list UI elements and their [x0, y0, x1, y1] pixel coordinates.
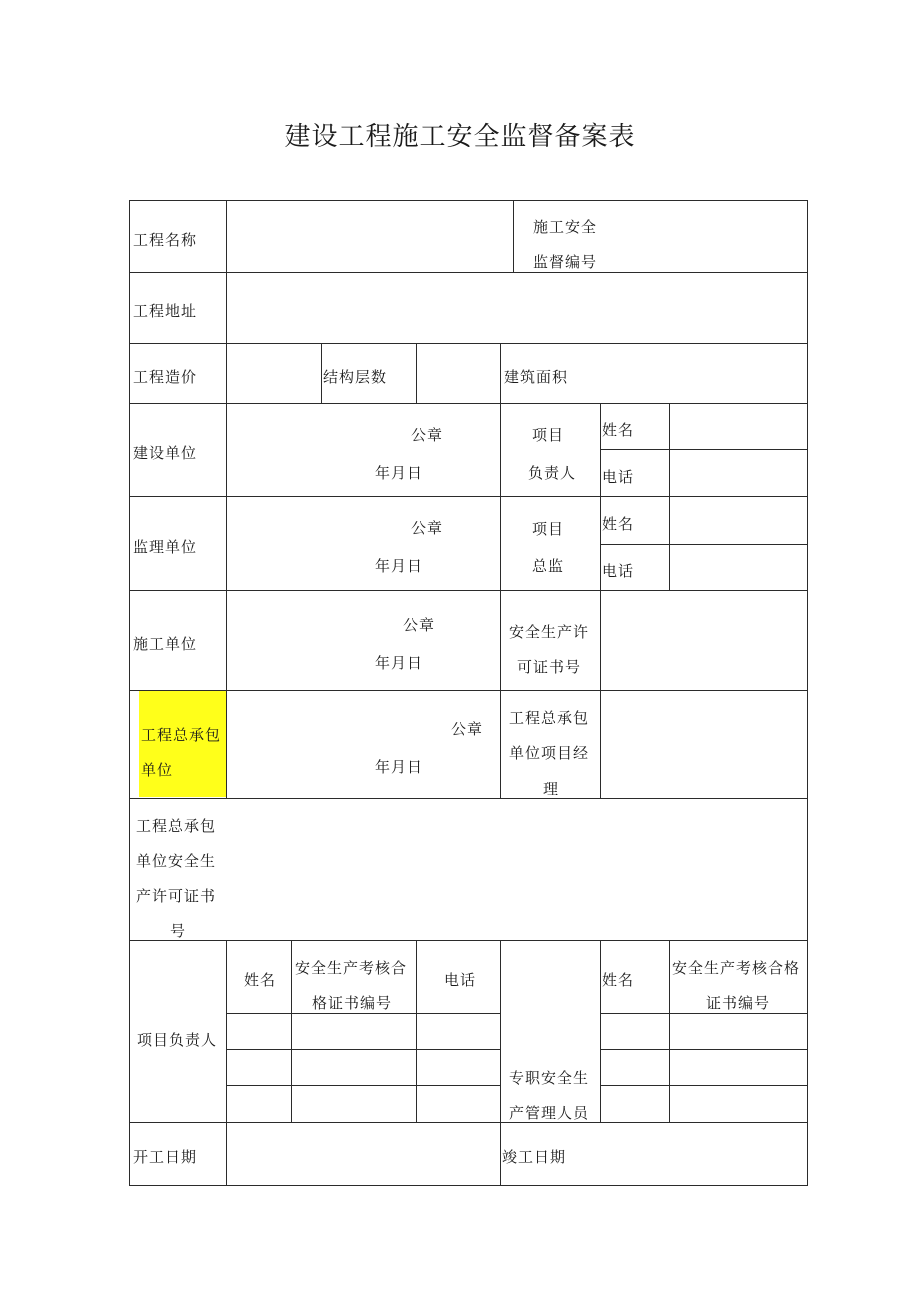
label-name-1: 姓名	[602, 421, 635, 439]
supervisor-name-field[interactable]	[670, 497, 807, 544]
date-gc-unit: 年月日	[375, 758, 424, 776]
start-date-field[interactable]	[227, 1123, 500, 1185]
label-phone-2: 电话	[602, 562, 635, 580]
label-gc-license-line1: 工程总承包	[136, 817, 217, 835]
label-supervision-no-line1: 施工安全	[533, 218, 598, 236]
label-license-line2: 可证书号	[517, 658, 582, 676]
seal-gc-unit: 公章	[451, 720, 484, 738]
supervisor-phone-field[interactable]	[670, 545, 807, 590]
label-builder-unit: 施工单位	[133, 635, 198, 653]
end-date-field[interactable]	[601, 1123, 807, 1185]
building-area-field[interactable]	[601, 344, 807, 403]
staff-row-2-name[interactable]	[601, 1050, 669, 1085]
label-project-name: 工程名称	[133, 231, 198, 249]
label-gc-license-line4: 号	[170, 922, 187, 940]
label-safety-staff-line1: 专职安全生	[509, 1069, 590, 1087]
label-gc-unit-line1: 工程总承包	[141, 726, 222, 744]
construction-contact-phone-field[interactable]	[670, 450, 807, 496]
leader-row-3-cert[interactable]	[292, 1086, 416, 1122]
label-gc-license-line3: 产许可证书	[136, 887, 217, 905]
col-header-cert-left-line2: 格证书编号	[312, 994, 393, 1012]
label-license-line1: 安全生产许	[509, 623, 590, 641]
leader-row-3-phone[interactable]	[417, 1086, 500, 1122]
leader-row-1-phone[interactable]	[417, 1014, 500, 1049]
date-supervision-unit: 年月日	[375, 557, 424, 575]
leader-row-2-cert[interactable]	[292, 1050, 416, 1085]
label-construction-unit: 建设单位	[133, 444, 198, 462]
date-construction-unit: 年月日	[375, 464, 424, 482]
col-header-cert-right-line1: 安全生产考核合格	[672, 959, 801, 977]
gc-pm-field[interactable]	[601, 691, 807, 798]
label-gc-license-line2: 单位安全生	[136, 852, 217, 870]
label-start-date: 开工日期	[133, 1148, 198, 1166]
col-header-cert-right-line2: 证书编号	[706, 994, 771, 1012]
col-header-cert-left-line1: 安全生产考核合	[295, 959, 408, 977]
label-gc-pm-line2: 单位项目经	[509, 744, 590, 762]
label-name-2: 姓名	[602, 515, 635, 533]
project-address-field[interactable]	[227, 273, 807, 343]
leader-row-2-phone[interactable]	[417, 1050, 500, 1085]
label-project-2: 项目	[532, 520, 565, 538]
label-project-address: 工程地址	[133, 302, 198, 320]
label-chief-supervisor: 总监	[532, 557, 565, 575]
label-project-leader: 项目负责人	[137, 1031, 218, 1049]
label-supervision-unit: 监理单位	[133, 538, 198, 556]
label-project-cost: 工程造价	[133, 368, 198, 386]
staff-row-3-cert[interactable]	[670, 1086, 807, 1122]
label-gc-pm-line3: 理	[543, 780, 560, 798]
construction-contact-name-field[interactable]	[670, 404, 807, 449]
staff-row-2-cert[interactable]	[670, 1050, 807, 1085]
project-name-field[interactable]	[227, 201, 513, 272]
seal-construction-unit: 公章	[411, 426, 444, 444]
page-title: 建设工程施工安全监督备案表	[284, 122, 636, 152]
leader-row-3-name[interactable]	[227, 1086, 291, 1122]
label-supervision-no-line2: 监督编号	[533, 253, 598, 271]
label-phone-1: 电话	[602, 468, 635, 486]
staff-row-3-name[interactable]	[601, 1086, 669, 1122]
label-safety-staff-line2: 产管理人员	[509, 1104, 590, 1122]
leader-row-1-name[interactable]	[227, 1014, 291, 1049]
col-header-name-left: 姓名	[244, 971, 277, 989]
structure-floors-field[interactable]	[417, 344, 500, 403]
staff-row-1-name[interactable]	[601, 1014, 669, 1049]
project-cost-field[interactable]	[227, 344, 321, 403]
builder-license-field[interactable]	[601, 591, 807, 690]
col-header-phone: 电话	[444, 971, 477, 989]
leader-row-1-cert[interactable]	[292, 1014, 416, 1049]
seal-builder-unit: 公章	[403, 616, 436, 634]
label-structure-floors: 结构层数	[323, 368, 388, 386]
label-gc-pm-line1: 工程总承包	[509, 709, 590, 727]
label-building-area: 建筑面积	[504, 368, 569, 386]
leader-row-2-name[interactable]	[227, 1050, 291, 1085]
label-project-1: 项目	[532, 426, 565, 444]
col-header-name-right: 姓名	[602, 971, 635, 989]
staff-row-1-cert[interactable]	[670, 1014, 807, 1049]
seal-supervision-unit: 公章	[411, 519, 444, 537]
label-person-in-charge: 负责人	[528, 464, 577, 482]
label-end-date: 竣工日期	[502, 1148, 567, 1166]
date-builder-unit: 年月日	[375, 654, 424, 672]
gc-license-field[interactable]	[227, 799, 807, 940]
label-gc-unit-line2: 单位	[141, 761, 174, 779]
